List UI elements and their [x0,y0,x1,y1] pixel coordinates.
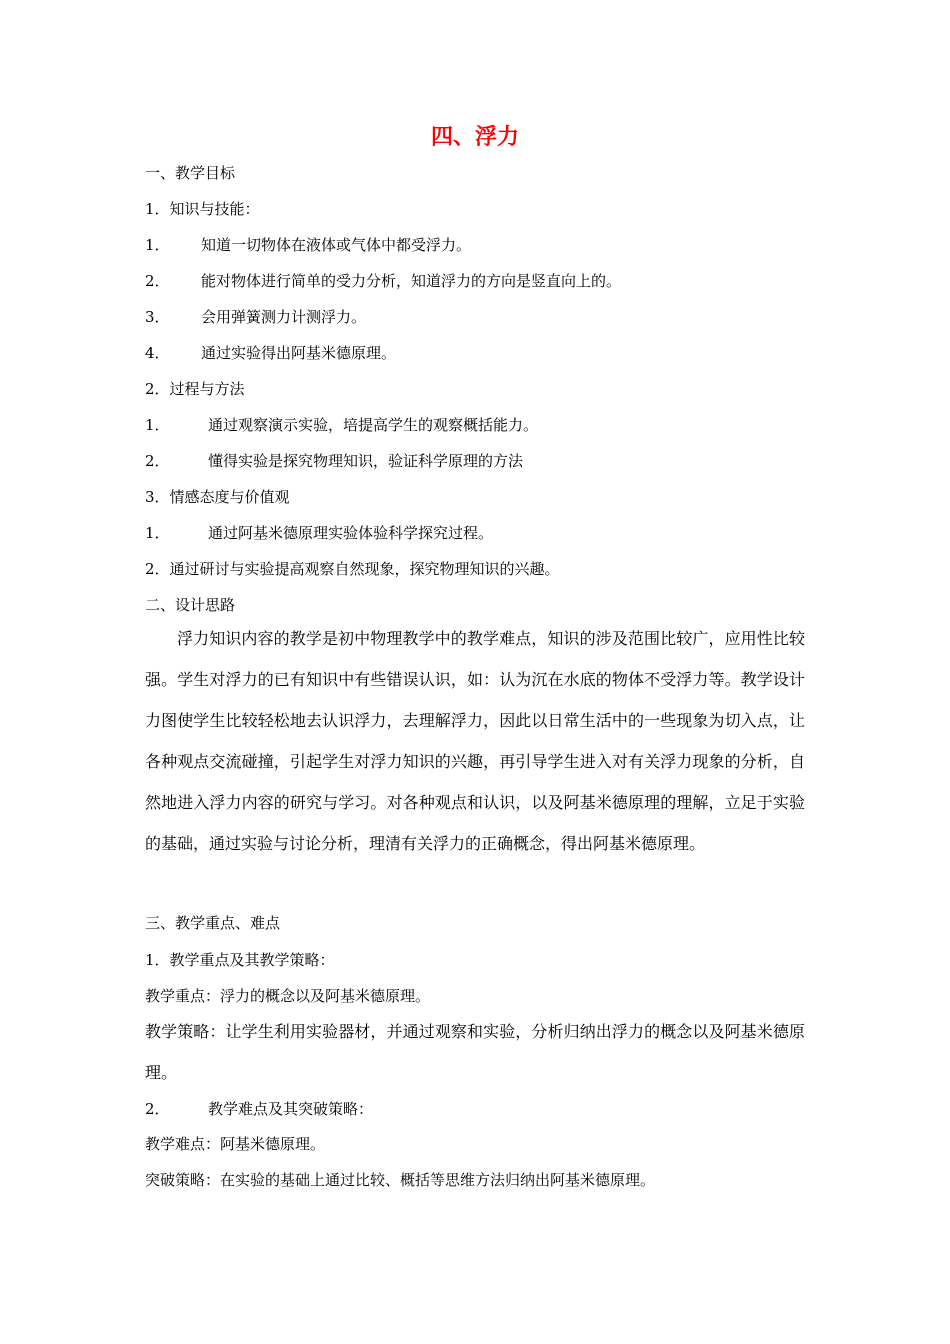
list-item-text: 通过阿基米德原理实验体验科学探究过程。 [208,524,494,542]
list-item [145,415,538,435]
list-item-number: 2． [145,272,170,290]
list-item-number: 2． [145,452,170,470]
list-item-text: 懂得实验是探究物理知识，验证科学原理的方法 [208,452,524,470]
subheading-difficulty [145,1099,373,1119]
list-item-number: 3． [145,308,170,326]
subheading-process-methods: 2．过程与方法 [145,380,245,398]
list-item-text: 教学难点及其突破策略： [208,1100,374,1118]
section-heading-key-points: 三、教学重点、难点 [145,914,281,932]
list-item-number: 4． [145,344,170,362]
section-heading-design: 二、设计思路 [145,596,236,614]
subheading-focus-strategy: 1．教学重点及其教学策略： [145,951,335,969]
list-item-text: 通过观察演示实验，培提高学生的观察概括能力。 [208,416,539,434]
list-item: 2．通过研讨与实验提高观察自然现象，探究物理知识的兴趣。 [145,560,560,578]
list-item [145,307,366,327]
list-item-number: 1． [145,236,170,254]
page-title: 四、浮力 [430,124,519,150]
list-item-text: 能对物体进行简单的受力分析，知道浮力的方向是竖直向上的。 [201,272,622,290]
list-item-text: 通过实验得出阿基米德原理。 [201,344,397,362]
focus-text: 教学重点：浮力的概念以及阿基米德原理。 [145,987,431,1005]
design-paragraph: 浮力知识内容的教学是初中物理教学中的教学难点，知识的涉及范围比较广，应用性比较强。学生对浮力的已有知识中有些错误认识，如：认为沉在水底的物体不受浮力等。教学设计力图使学生比较轻松地去认识浮力，去理解浮力，因此以日常生活中的一些现象为切入点，让各种观点交流碰撞，引起学生对浮力知识的兴趣，再引导学生进入对有关浮力现象的分析，自然地进入浮力内容的研究与学习。对各种观点和认识，以及阿基米德原理的理解，立足于实验的基础，通过实验与讨论分析，理清有关浮力的正确概念，得出阿基米德原理。 [145,629,805,853]
subheading-knowledge-skills: 1．知识与技能： [145,200,260,218]
difficulty-text: 教学难点：阿基米德原理。 [145,1135,326,1153]
list-item-number: 1． [145,524,170,542]
strategy-text: 教学策略：让学生利用实验器材，并通过观察和实验，分析归纳出浮力的概念以及阿基米德原理。 [145,1022,805,1082]
list-item [145,271,621,291]
section-heading-objectives: 一、教学目标 [145,164,236,182]
list-item-text: 会用弹簧测力计测浮力。 [201,308,367,326]
list-item [145,235,471,255]
list-item [145,523,493,543]
list-item-number: 2． [145,1100,170,1118]
list-item-text: 知道一切物体在液体或气体中都受浮力。 [201,236,472,254]
list-item [145,451,523,471]
list-item [145,343,396,363]
breakthrough-text: 突破策略：在实验的基础上通过比较、概括等思维方法归纳出阿基米德原理。 [145,1171,656,1189]
subheading-emotion-values: 3．情感态度与价值观 [145,488,290,506]
list-item-number: 1． [145,416,170,434]
